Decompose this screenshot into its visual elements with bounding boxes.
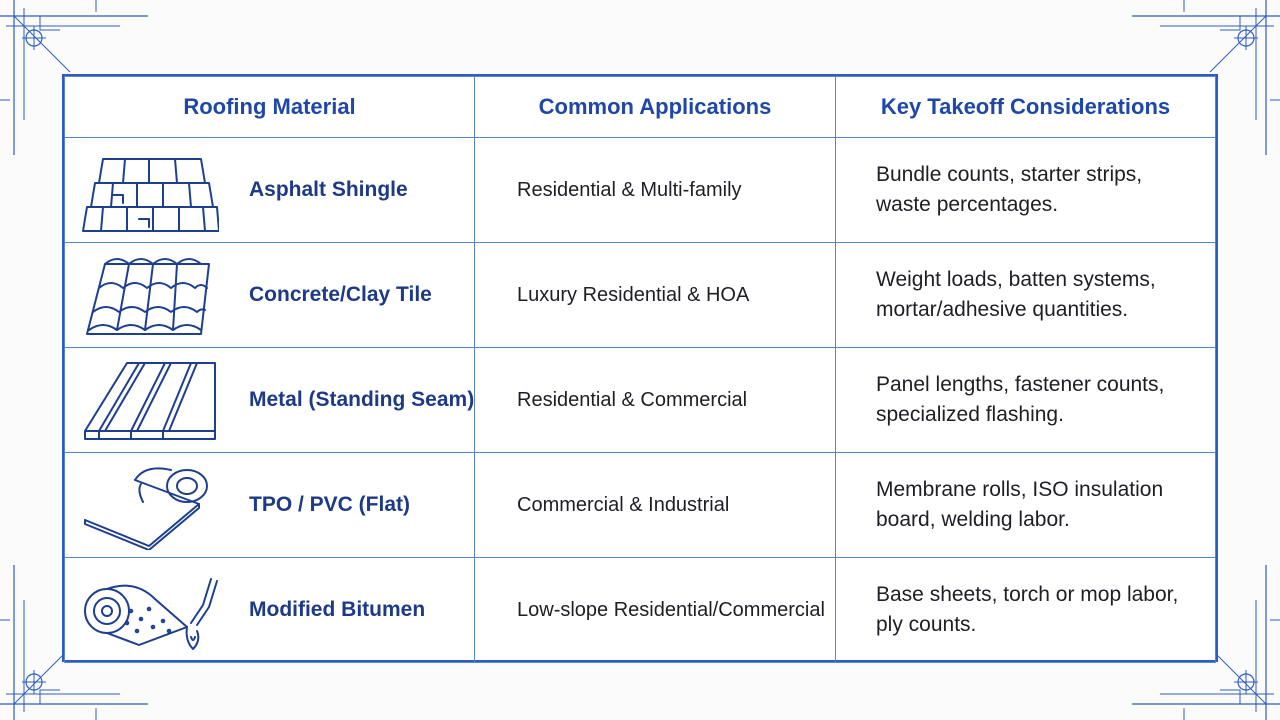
table-row [65,348,1216,453]
clay-tile-icon [79,250,219,340]
header-key-takeoff-considerations: Key Takeoff Considerations [836,77,1216,138]
standing-seam-metal-icon [79,355,219,445]
material-name: Metal (Standing Seam) [249,388,475,411]
considerations-cell: Bundle counts, starter strips, waste percentages. [836,138,1216,243]
table-row [65,453,1216,558]
considerations-cell: Weight loads, batten systems, mortar/adhesive quantities. [836,243,1216,348]
material-name: TPO / PVC (Flat) [249,493,411,516]
table-header-row [65,77,1216,138]
material-cell [65,243,475,348]
table-row [65,138,1216,243]
material-name: Asphalt Shingle [249,178,408,201]
material-cell [65,558,475,663]
header-roofing-material: Roofing Material [65,77,475,138]
roofing-materials-table-frame [62,74,1218,662]
asphalt-shingle-icon [79,145,219,235]
applications-cell: Luxury Residential & HOA [475,243,836,348]
material-cell [65,453,475,558]
material-cell [65,138,475,243]
considerations-cell: Panel lengths, fastener counts, specialized flashing. [836,348,1216,453]
table-row [65,558,1216,663]
material-cell [65,348,475,453]
applications-cell: Residential & Multi-family [475,138,836,243]
applications-cell: Commercial & Industrial [475,453,836,558]
considerations-cell: Membrane rolls, ISO insulation board, welding labor. [836,453,1216,558]
header-common-applications: Common Applications [475,77,836,138]
considerations-cell: Base sheets, torch or mop labor, ply counts. [836,558,1216,663]
material-name: Concrete/Clay Tile [249,283,432,306]
roofing-materials-table [64,76,1216,663]
membrane-roll-icon [79,460,219,550]
bitumen-roll-torch-icon [79,565,219,655]
applications-cell: Low-slope Residential/Commercial [475,558,836,663]
applications-cell: Residential & Commercial [475,348,836,453]
material-name: Modified Bitumen [249,598,426,621]
table-row [65,243,1216,348]
